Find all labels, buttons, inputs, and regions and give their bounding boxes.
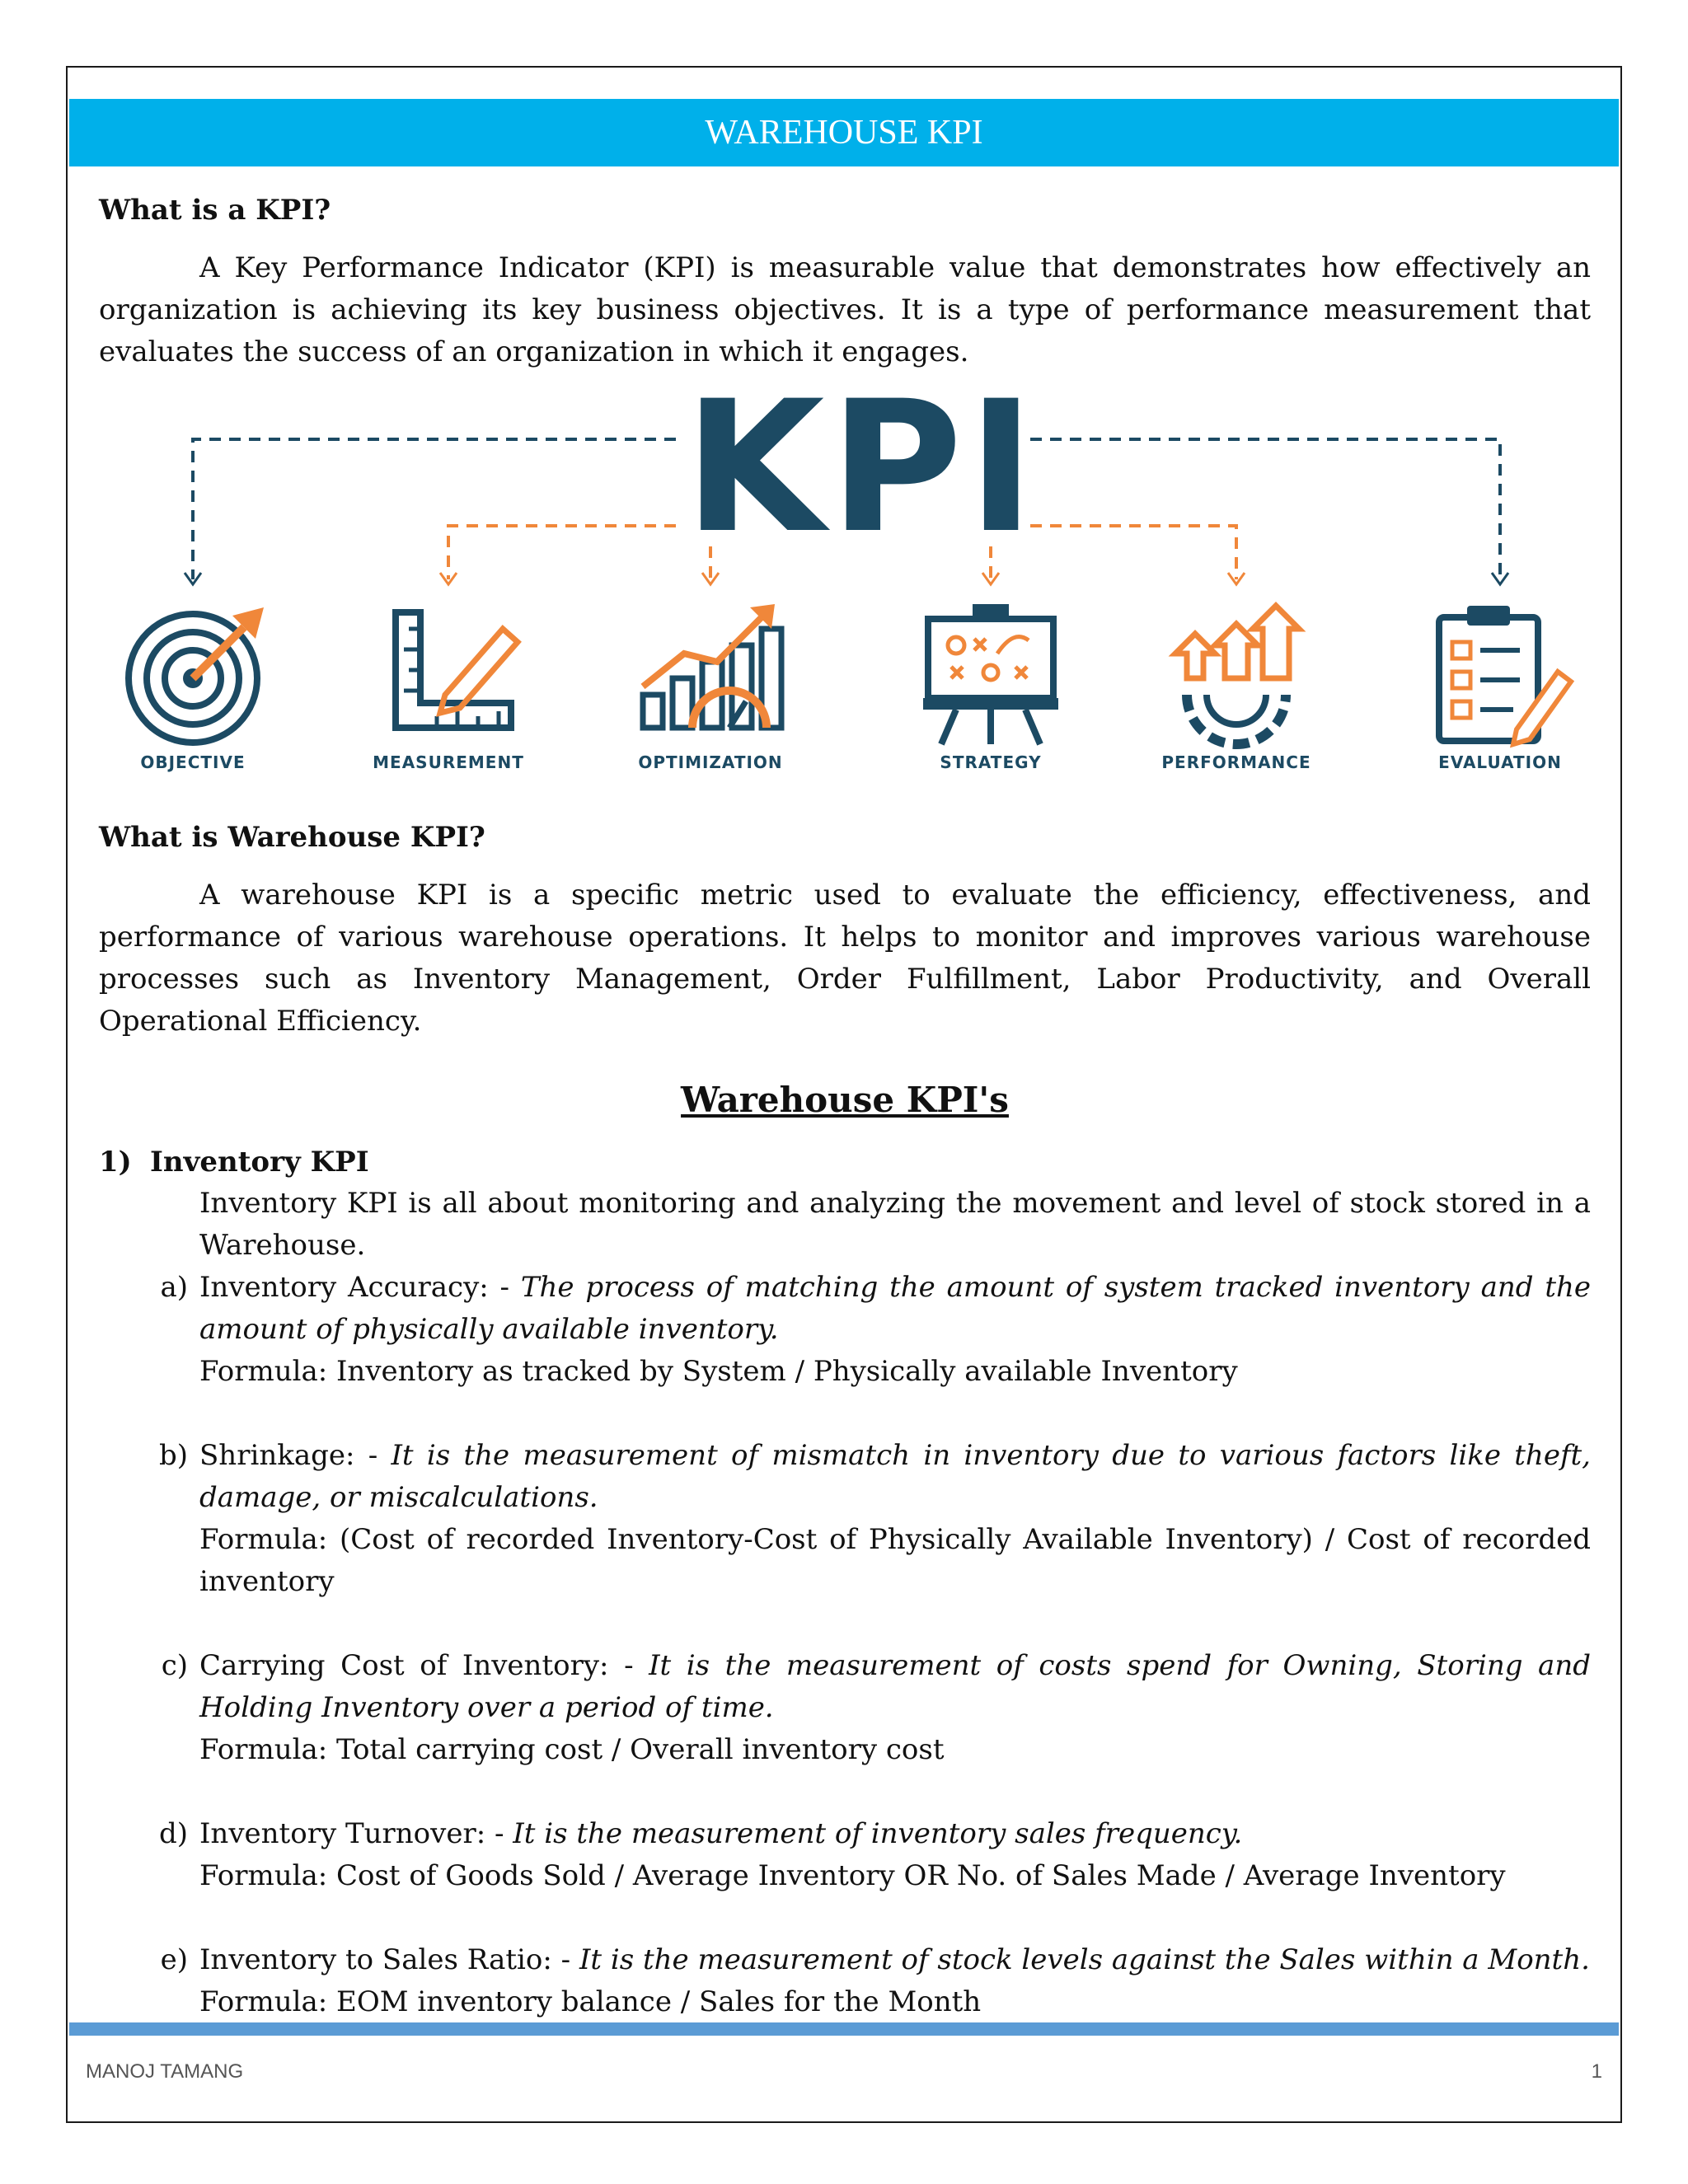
target-icon (129, 607, 264, 743)
stage-label-evaluation: EVALUATION (1438, 752, 1562, 772)
item-definition: It is the measurement of stock levels against the Sales within a Month. (579, 1943, 1590, 1976)
item-letter: c) (161, 1649, 188, 1682)
performance-gear-icon (1175, 606, 1299, 744)
item-body (199, 1645, 1591, 1771)
item-definition: The process of matching the amount of system tracked inventory and the amount of physically available inventory. (199, 1271, 1592, 1346)
kpi-question-heading: What is a KPI? (99, 194, 331, 227)
footer-rule (69, 2022, 1619, 2036)
item-letter: e) (160, 1943, 188, 1976)
kpi-definition-paragraph: A Key Performance Indicator (KPI) is measurable value that demonstrates how effectively an organization is achieving its key business objectives. It is a type of performance measurement that evaluates the success of an organization in which it engages. (99, 251, 1591, 368)
stage-label-optimization: OPTIMIZATION (638, 752, 783, 772)
kpi-item-inventory-to-sales (99, 1939, 1591, 2023)
kpi-infographic (99, 362, 1591, 802)
item-formula: Formula: EOM inventory balance / Sales for the Month (199, 1985, 982, 2018)
strategy-board-icon (923, 604, 1058, 744)
kpi-item-inventory-turnover (99, 1813, 1591, 1897)
kpi-title: Inventory KPI (150, 1146, 369, 1179)
stage-label-strategy: STRATEGY (940, 752, 1042, 772)
kpi-logo-text: KPI (684, 362, 1040, 573)
growth-chart-icon (643, 604, 781, 728)
kpi-item-carrying-cost (99, 1645, 1591, 1771)
item-body (199, 1435, 1591, 1603)
item-formula: Formula: Cost of Goods Sold / Average Inventory OR No. of Sales Made / Average Inventory (199, 1859, 1506, 1892)
stage-label-measurement: MEASUREMENT (373, 752, 524, 772)
spacer (99, 1393, 1591, 1435)
stage-label-performance: PERFORMANCE (1161, 752, 1311, 772)
item-name: Inventory Turnover: - (199, 1817, 513, 1850)
page-number: 1 (1591, 2060, 1602, 2083)
item-formula: Formula: Inventory as tracked by System / Physically available Inventory (199, 1355, 1238, 1388)
connector-objective (193, 439, 676, 579)
kpi-item-inventory-accuracy (99, 1267, 1591, 1393)
item-name: Carrying Cost of Inventory: - (199, 1649, 649, 1682)
arrow-evaluation (1492, 573, 1508, 584)
spacer (99, 1897, 1591, 1939)
item-letter: b) (158, 1439, 188, 1472)
document-title: WAREHOUSE KPI (69, 99, 1619, 166)
spacer (99, 1771, 1591, 1813)
kpi-item-shrinkage (99, 1435, 1591, 1603)
item-body (199, 1813, 1591, 1897)
connector-measurement (448, 526, 676, 579)
item-definition: It is the measurement of inventory sales frequency. (513, 1817, 1243, 1850)
item-body (199, 1939, 1591, 2023)
ruler-pencil-icon (396, 612, 518, 728)
item-letter: d) (158, 1817, 188, 1850)
item-letter: a) (160, 1271, 188, 1304)
stage-label-objective: OBJECTIVE (140, 752, 246, 772)
connector-performance (1030, 526, 1236, 579)
inventory-kpi-heading (99, 1141, 1591, 1183)
inventory-kpi-intro: Inventory KPI is all about monitoring and analyzing the movement and level of stock stored in a Warehouse. (199, 1187, 1591, 1262)
item-body (199, 1267, 1591, 1393)
kpi-number: 1) (99, 1146, 132, 1179)
item-formula: Formula: Total carrying cost / Overall inventory cost (199, 1733, 945, 1766)
item-name: Inventory to Sales Ratio: - (199, 1943, 579, 1976)
item-definition: It is the measurement of costs spend for Owning, Storing and Holding Inventory over a period of time. (199, 1649, 1591, 1724)
footer-author: MANOJ TAMANG (86, 2060, 244, 2083)
item-name: Shrinkage: - (199, 1439, 392, 1472)
warehouse-kpi-question-heading: What is Warehouse KPI? (99, 821, 485, 854)
page-content (99, 190, 1591, 2023)
clipboard-icon (1439, 606, 1571, 744)
connector-evaluation (1030, 439, 1500, 579)
item-definition: It is the measurement of mismatch in inventory due to various factors like theft, damage, or miscalculations. (199, 1439, 1591, 1514)
item-name: Inventory Accuracy: - (199, 1271, 521, 1304)
section-title: Warehouse KPI's (681, 1080, 1009, 1120)
spacer (99, 1603, 1591, 1645)
warehouse-kpi-paragraph: A warehouse KPI is a specific metric used to evaluate the efficiency, effectiveness, and performance of various warehouse operations. It helps to monitor and improves various warehouse processes such as Inventory Management, Order Fulfillment, Labor Productivity, and Overall Operational Efficiency. (99, 879, 1591, 1038)
item-formula: Formula: (Cost of recorded Inventory-Cost of Physically Available Inventory) / Cost of recorded inventory (199, 1523, 1591, 1598)
